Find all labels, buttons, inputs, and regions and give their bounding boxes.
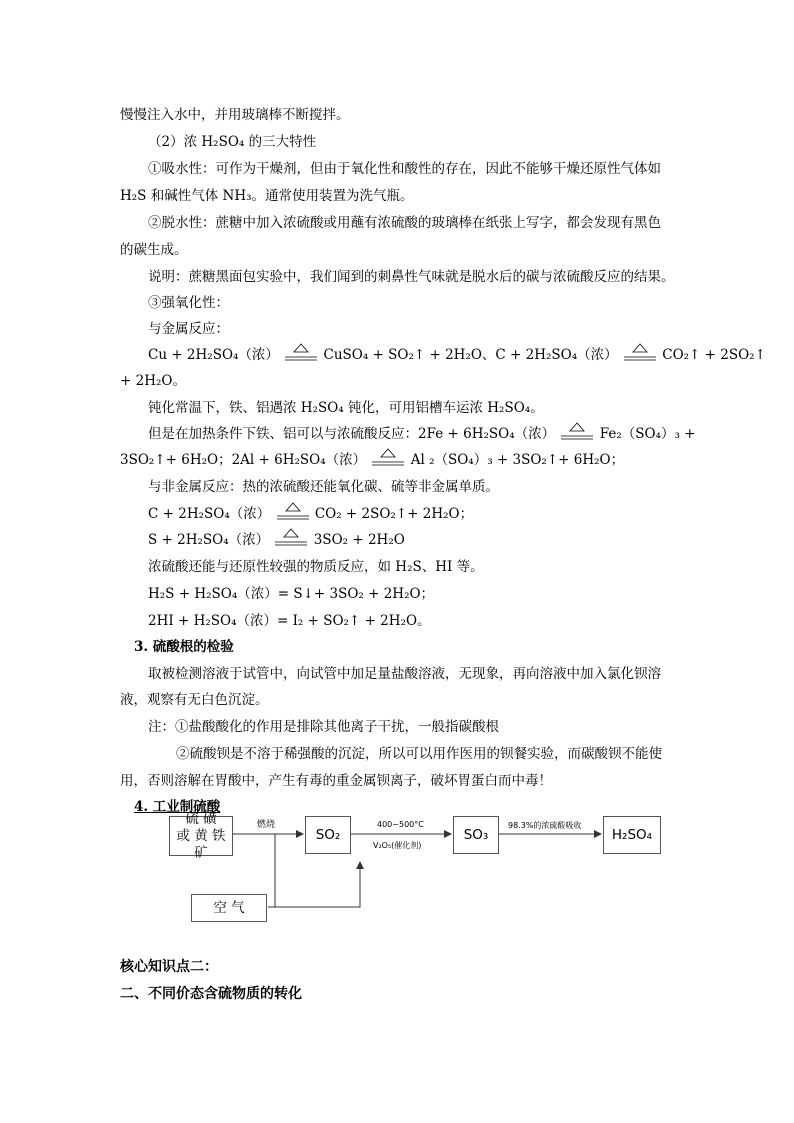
box-label: 或 黄 铁 矿 <box>176 827 226 861</box>
heating-symbol-icon <box>283 349 319 363</box>
text-line: ②脱水性：蔗糖中加入浓硫酸或用蘸有浓硫酸的玻璃棒在纸张上写字，都会发现有黑色 <box>148 215 661 231</box>
heating-symbol-icon <box>370 454 406 468</box>
equation-part: 但是在加热条件下铁、铝可以与浓硫酸反应：2Fe + 6H₂SO₄（浓） <box>148 426 556 442</box>
equation-part: Fe₂（SO₄）₃ + <box>599 426 696 442</box>
text-line: H₂S + H₂SO₄（浓）= S↓+ 3SO₂ + 2H₂O； <box>148 586 435 602</box>
heating-symbol-icon <box>559 428 595 442</box>
text-line: ②硫酸钡是不溶于稀强酸的沉淀，所以可以用作医用的钡餐实验，而碳酸钡不能使 <box>176 746 662 762</box>
text-line: 慢慢注入水中，并用玻璃棒不断搅拌。 <box>120 107 350 123</box>
equation-part: CO₂↑ + 2SO₂↑ <box>662 347 766 363</box>
so2-box: SO₂ <box>305 816 351 854</box>
equation-line <box>120 451 624 469</box>
text-line: 取被检测溶液于试管中，向试管中加足量盐酸溶液，无现象，再向溶液中加入氯化钡溶 <box>148 666 661 682</box>
section-heading: 核心知识点二： <box>120 959 218 975</box>
equation-line <box>148 425 695 443</box>
text-line: 液，观察有无白色沉淀。 <box>120 692 269 708</box>
section-heading: 二、不同价态含硫物质的转化 <box>120 986 302 1002</box>
text-line: 浓硫酸还能与还原性较强的物质反应，如 H₂S、HI 等。 <box>148 559 484 575</box>
equation-part: CuSO₄ + SO₂↑ + 2H₂O、C + 2H₂SO₄（浓） <box>323 347 618 363</box>
text-line: 用，否则溶解在胃酸中，产生有毒的重金属钡离子，破坏胃蛋白而中毒！ <box>120 773 552 789</box>
air-box: 空 气 <box>191 894 267 922</box>
text-line: 注：①盐酸酸化的作用是排除其他离子干扰，一般指碳酸根 <box>148 719 499 735</box>
section-heading: 3. 硫酸根的检验 <box>134 639 234 655</box>
equation-line <box>148 346 766 364</box>
equation-part: Cu + 2H₂SO₄（浓） <box>148 347 279 363</box>
text-line: + 2H₂O。 <box>120 373 186 389</box>
section-heading: 4. 工业制硫酸 <box>134 799 221 815</box>
arrow-label: 98.3%的浓硫酸吸收 <box>508 821 582 830</box>
text-line: 2HI + H₂SO₄（浓）= I₂ + SO₂↑ + 2H₂O。 <box>148 613 431 629</box>
text-line: 的碳生成。 <box>120 242 188 258</box>
text-line: 与非金属反应：热的浓硫酸还能氧化碳、硫等非金属单质。 <box>148 479 499 495</box>
text-line: 与金属反应： <box>148 321 229 337</box>
so3-box: SO₃ <box>453 816 499 854</box>
raw-material-box <box>169 810 233 861</box>
arrow-label: 400~500°C <box>377 820 424 829</box>
h2so4-box: H₂SO₄ <box>603 816 661 854</box>
text-line: H₂S 和碱性气体 NH₃。通常使用装置为洗气瓶。 <box>120 188 414 204</box>
arrow-label: V₂O₅(催化剂) <box>373 841 422 850</box>
equation-part: 3SO₂ + 2H₂O <box>313 532 405 548</box>
heating-symbol-icon <box>622 349 658 363</box>
equation-part: C + 2H₂SO₄（浓） <box>148 506 271 522</box>
box-label: 硫 磺 <box>185 810 217 827</box>
text-line: ①吸水性：可作为干燥剂，但由于氧化性和酸性的存在，因此不能够干燥还原性气体如 <box>148 161 661 177</box>
text-line: （2）浓 H₂SO₄ 的三大特性 <box>148 134 317 150</box>
equation-part: S + 2H₂SO₄（浓） <box>148 532 270 548</box>
equation-line <box>148 531 405 549</box>
equation-line <box>148 505 473 523</box>
text-line: 钝化常温下，铁、铝遇浓 H₂SO₄ 钝化，可用铝槽车运浓 H₂SO₄。 <box>148 400 544 416</box>
equation-part: CO₂ + 2SO₂↑+ 2H₂O； <box>314 506 474 522</box>
text-line: 说明：蔗糖黑面包实验中，我们闻到的刺鼻性气味就是脱水后的碳与浓硫酸反应的结果。 <box>148 269 675 285</box>
heating-symbol-icon <box>275 508 311 522</box>
equation-part: 3SO₂↑+ 6H₂O；2Al + 6H₂SO₄（浓） <box>120 452 367 468</box>
text-line: ③强氧化性： <box>148 295 229 311</box>
arrow-label: 燃烧 <box>257 820 276 830</box>
heating-symbol-icon <box>273 534 309 548</box>
equation-part: Al ₂（SO₄）₃ + 3SO₂↑+ 6H₂O； <box>410 452 625 468</box>
